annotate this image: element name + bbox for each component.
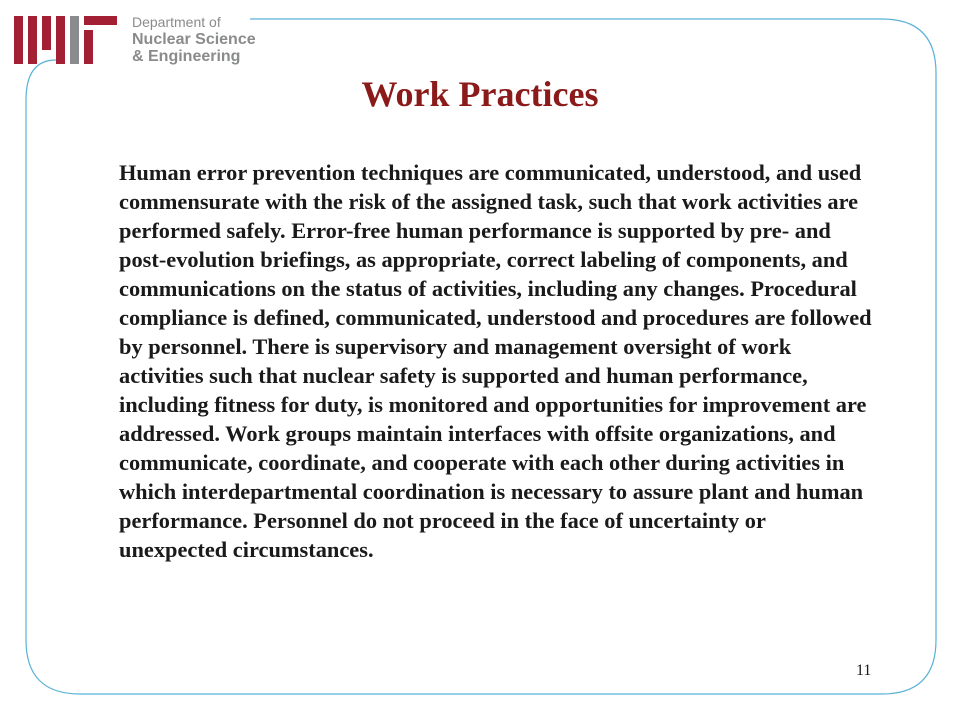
slide-title: Work Practices [361, 74, 599, 114]
mit-nse-logo [14, 14, 256, 66]
mit-logo-icon [14, 14, 122, 66]
page-number: 11 [856, 662, 872, 679]
logo-text [132, 14, 256, 65]
logo-line-engineering: & Engineering [132, 48, 241, 65]
logo-line-department: Department of [132, 14, 221, 30]
slide-body-text: Human error prevention techniques are communicated, understood, and used commensurate with the risk of the assigned task, such that work activities are performed safely. Error-free human performance is supported by pre- and post-evolution briefings, as appropriate, correct labeling of components, and communications on the status of activities, including any changes. Procedural compliance is defined, communicated, understood and procedures are followed by personnel. There is supervisory and management oversight of work activities such that nuclear safety is supported and human performance, including fitness for duty, is monitored and opportunities for improvement are addressed. Work groups maintain interfaces with offsite organizations, and communicate, coordinate, and cooperate with each other during activities in which interdepartmental coordination is necessary to assure plant and human performance. Personnel do not proceed in the face of uncertainty or unexpected circumstances. [119, 160, 872, 562]
logo-line-nuclear-science: Nuclear Science [132, 31, 256, 48]
